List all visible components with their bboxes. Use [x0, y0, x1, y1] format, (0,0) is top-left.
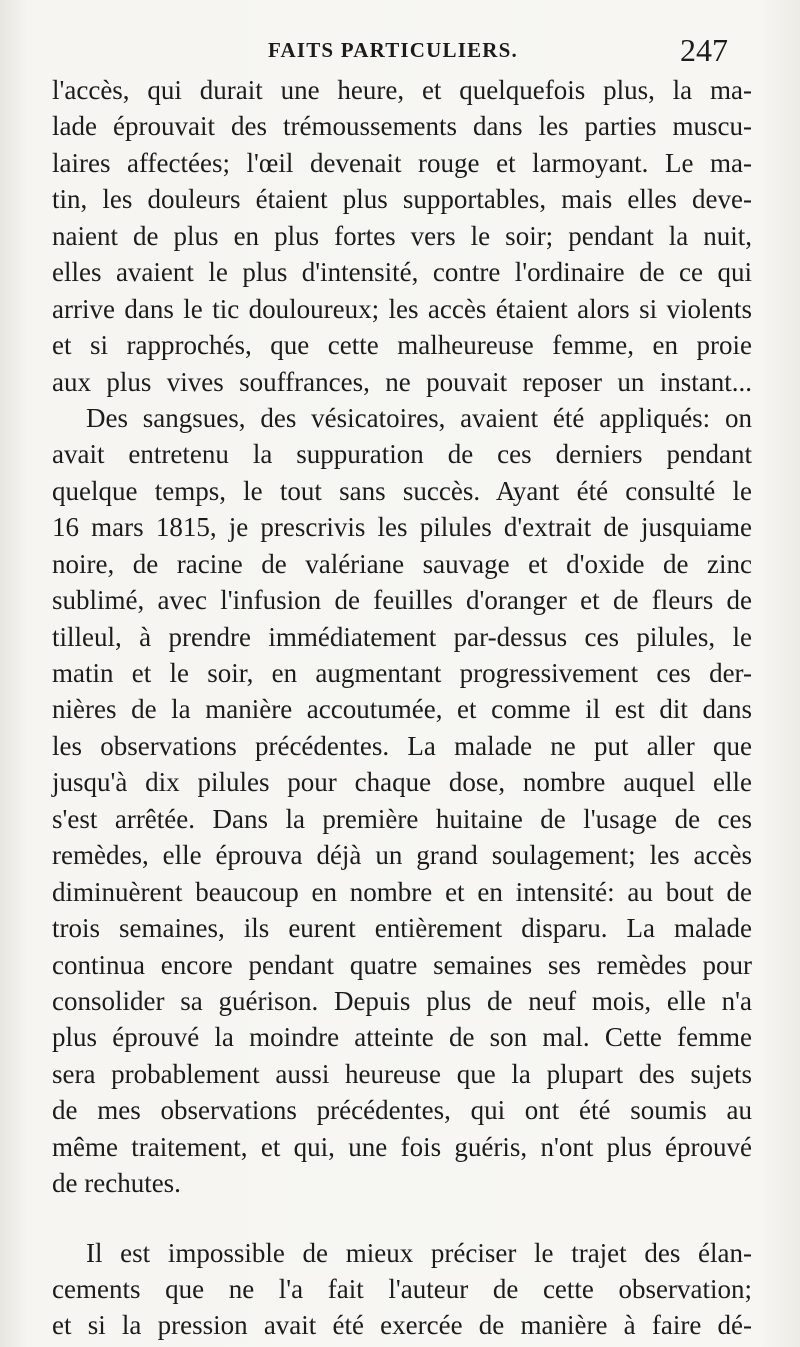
text-line: matin et le soir, en augmentant progressivement ces der- — [52, 658, 752, 688]
text-line: diminuèrent beaucoup en nombre et en intensité: au bout de — [52, 876, 752, 907]
page-number: 247 — [680, 32, 728, 68]
text-line: plus éprouvé la moindre atteinte de son mal. Cette femme — [52, 1022, 752, 1053]
text-line: noire, de racine de valériane sauvage et d'oxide de zinc — [52, 548, 752, 579]
text-line: jusqu'à dix pilules pour chaque dose, nombre auquel elle — [52, 767, 752, 798]
text-line: et si la pression avait été exercée de manière à faire dé- — [52, 1310, 752, 1341]
text-line: de mes observations précédentes, qui ont été soumis au — [52, 1095, 752, 1126]
text-line: avait entretenu la suppuration de ces derniers pendant — [52, 439, 752, 470]
text-line: continua encore pendant quatre semaines ses remèdes pour — [52, 949, 752, 980]
text-line: même traitement, et qui, une fois guéris, n'ont plus éprouvé — [52, 1131, 752, 1162]
text-line: quelque temps, le tout sans succès. Ayant été consulté le — [52, 475, 752, 506]
running-head: FAITS PARTICULIERS. — [268, 38, 518, 62]
paragraph-gap — [52, 1202, 752, 1235]
text-line: et si rapprochés, que cette malheureuse femme, en proie — [52, 330, 752, 361]
text-line: trois semaines, ils eurent entièrement disparu. La malade — [52, 913, 752, 944]
text-line: 16 mars 1815, je prescrivis les pilules d'extrait de jusquiame — [52, 512, 752, 543]
text-line: laires affectées; l'œil devenait rouge et larmoyant. Le ma- — [52, 147, 752, 178]
page-header — [0, 32, 800, 72]
text-line: consolider sa guérison. Depuis plus de neuf mois, elle n'a — [52, 985, 752, 1016]
text-line: l'accès, qui durait une heure, et quelquefois plus, la ma- — [52, 75, 752, 105]
paragraph — [52, 72, 752, 400]
text-line: cements que ne l'a fait l'auteur de cette observation; — [52, 1274, 752, 1304]
text-line: s'est arrêtée. Dans la première huitaine de l'usage de ces — [52, 803, 752, 834]
text-line: les observations précédentes. La malade ne put aller que — [52, 730, 752, 761]
text-line: de rechutes. — [52, 1168, 181, 1199]
text-line: aux plus vives souffrances, ne pouvait reposer un instant... — [52, 366, 752, 397]
text-line: tilleul, à prendre immédiatement par-dessus ces pilules, le — [52, 621, 752, 652]
text-line: naient de plus en plus fortes vers le soir; pendant la nuit, — [52, 220, 752, 251]
text-line: tin, les douleurs étaient plus supportables, mais elles deve- — [52, 184, 752, 215]
text-line: sublimé, avec l'infusion de feuilles d'oranger et de fleurs de — [52, 585, 752, 616]
text-line: elles avaient le plus d'intensité, contre l'ordinaire de ce qui — [52, 257, 752, 288]
text-line: nières de la manière accoutumée, et comme il est dit dans — [52, 694, 752, 725]
paragraph — [52, 400, 752, 1202]
text-line: lade éprouvait des trémoussements dans les parties muscu- — [52, 111, 752, 142]
text-line: Des sangsues, des vésicatoires, avaient été appliqués: on — [86, 402, 752, 433]
text-line: sera probablement aussi heureuse que la plupart des sujets — [52, 1058, 752, 1089]
text-line: remèdes, elle éprouva déjà un grand soulagement; les accès — [52, 840, 752, 871]
body-text — [52, 72, 752, 1344]
text-line: Il est impossible de mieux préciser le trajet des élan- — [86, 1237, 752, 1268]
text-line: arrive dans le tic douloureux; les accès étaient alors si violents — [52, 293, 752, 324]
paragraph — [52, 1235, 752, 1344]
